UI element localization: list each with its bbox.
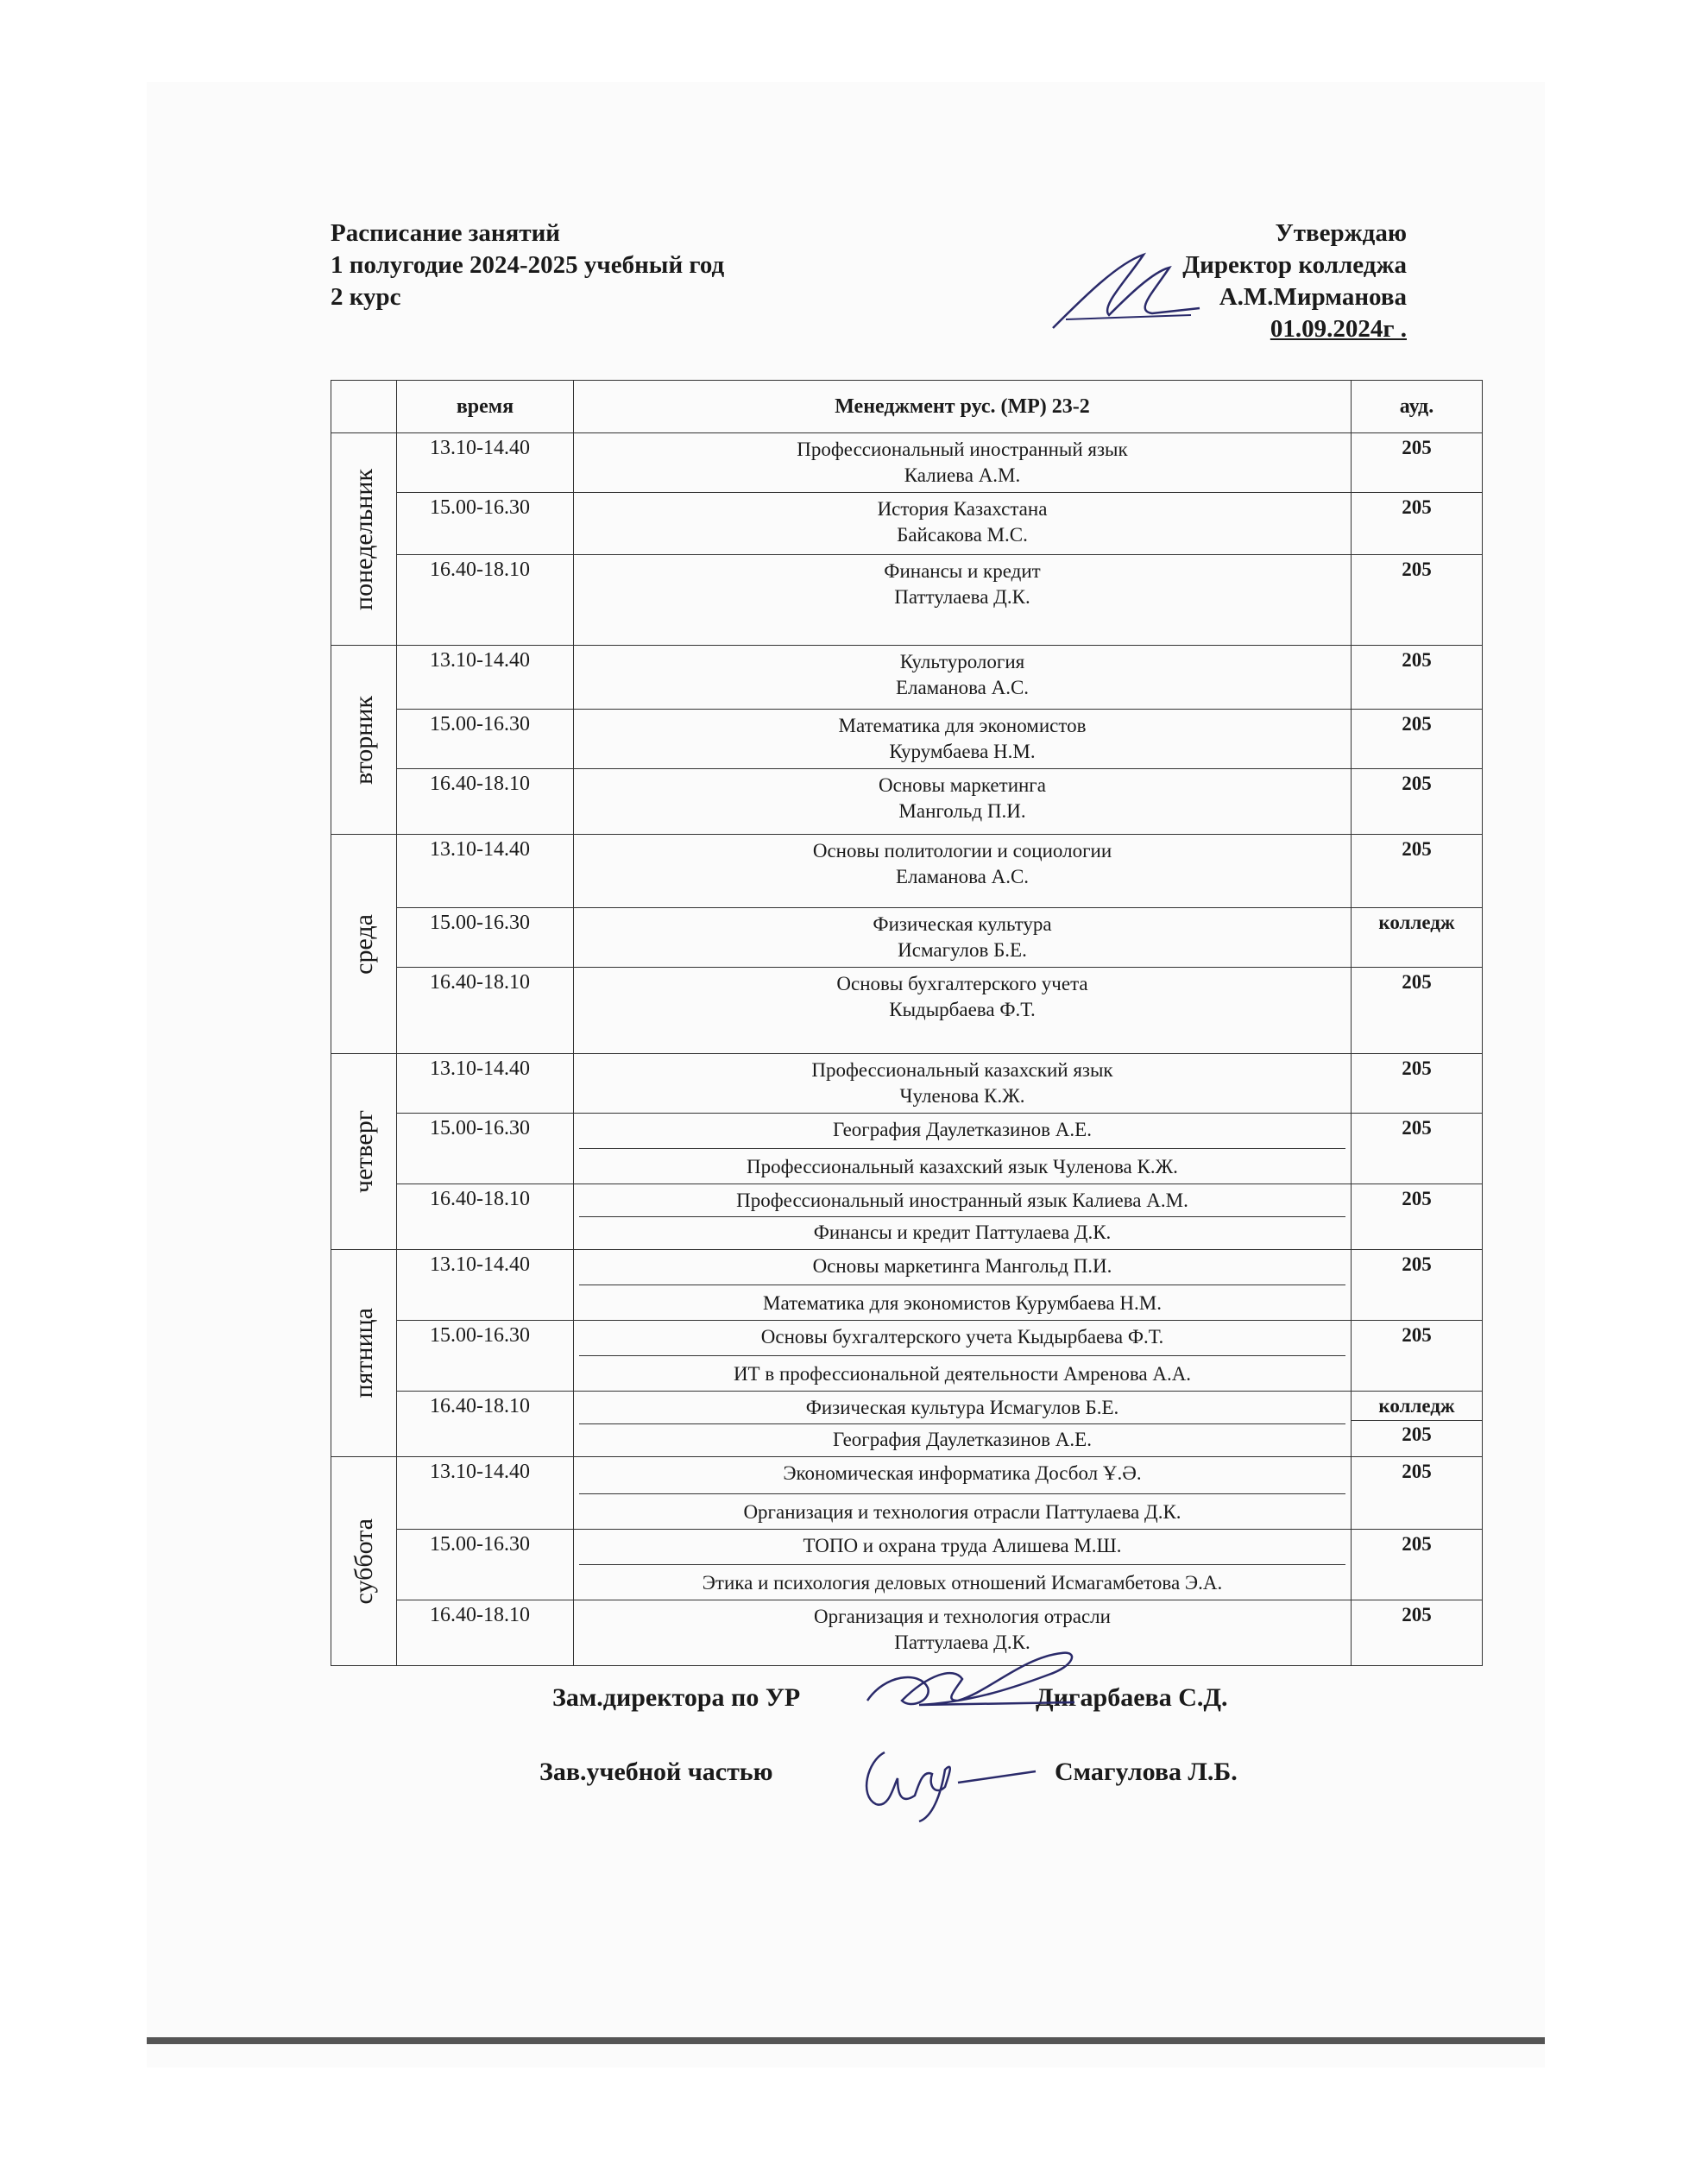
title-line: 1 полугодие 2024-2025 учебный год	[331, 251, 725, 279]
subject-line: Основы маркетинга Мангольд П.И.	[579, 1253, 1345, 1285]
table-row	[331, 1054, 1483, 1114]
subject-line: ТОПО и охрана труда Алишева М.Ш.	[579, 1533, 1345, 1565]
subject-line: Организация и технология отрасли	[814, 1606, 1111, 1627]
day-label: четверг	[349, 1109, 378, 1194]
teacher-line: Чуленова К.Ж.	[899, 1085, 1025, 1107]
head-signature	[850, 1735, 1049, 1830]
table-row	[331, 433, 1483, 493]
subject-line: Математика для экономистов Курумбаева Н.М.	[763, 1292, 1162, 1314]
deputy-title: Зам.директора по УР	[552, 1683, 801, 1712]
subject-line: Профессиональный иностранный язык Калиева А.М.	[579, 1188, 1345, 1217]
subject-line: Организация и технология отрасли Паттулаева Д.К.	[743, 1501, 1181, 1523]
subject-cell	[574, 968, 1352, 1054]
subject-cell	[574, 835, 1352, 908]
approve-label: Утверждаю	[1275, 219, 1407, 247]
subject-line: Культурология	[899, 651, 1025, 672]
teacher-line: Исмагулов Б.Е.	[898, 939, 1027, 961]
subject-line: Математика для экономистов	[838, 715, 1087, 736]
subject-line: История Казахстана	[877, 498, 1048, 520]
subject-cell	[574, 1392, 1352, 1457]
director-title: Директор колледжа	[1182, 251, 1407, 279]
subject-line: Экономическая информатика Досбол Ұ.Ә.	[579, 1461, 1345, 1494]
day-cell	[331, 646, 397, 835]
day-label: суббота	[349, 1518, 378, 1605]
aud-cell: 205	[1352, 1321, 1483, 1392]
day-cell	[331, 1250, 397, 1457]
time-cell: 15.00-16.30	[397, 1114, 574, 1184]
title-line: Расписание занятий	[331, 219, 560, 247]
teacher-line: Калиева А.М.	[904, 464, 1021, 486]
table-row	[331, 1114, 1483, 1184]
day-cell	[331, 835, 397, 1054]
subject-cell	[574, 1114, 1352, 1184]
aud-cell: 205	[1352, 646, 1483, 710]
aud-cell: 205	[1352, 1114, 1483, 1184]
subject-line: Физическая культура	[873, 913, 1052, 935]
aud-line: колледж	[1352, 1395, 1482, 1421]
teacher-line: Паттулаева Д.К.	[894, 1632, 1030, 1653]
time-cell: 16.40-18.10	[397, 555, 574, 646]
teacher-line: Еламанова А.С.	[895, 677, 1030, 698]
subject-cell	[574, 769, 1352, 835]
time-cell: 15.00-16.30	[397, 908, 574, 968]
subject-cell	[574, 1321, 1352, 1392]
header-aud: ауд.	[1352, 381, 1483, 433]
aud-cell: 205	[1352, 555, 1483, 646]
teacher-line: Мангольд П.И.	[898, 800, 1026, 822]
aud-line: 205	[1402, 1423, 1432, 1445]
table-row	[331, 1392, 1483, 1457]
table-row	[331, 555, 1483, 646]
time-cell: 16.40-18.10	[397, 1392, 574, 1457]
head-title: Зав.учебной частью	[539, 1758, 773, 1786]
subject-cell	[574, 555, 1352, 646]
aud-cell: 205	[1352, 1457, 1483, 1530]
subject-line: ИТ в профессиональной деятельности Амренова А.А.	[733, 1363, 1192, 1385]
day-label: вторник	[349, 695, 378, 785]
subject-line: Физическая культура Исмагулов Б.Е.	[579, 1395, 1345, 1424]
subject-line: Профессиональный казахский язык	[811, 1059, 1113, 1081]
time-cell: 16.40-18.10	[397, 1184, 574, 1250]
time-cell: 13.10-14.40	[397, 1250, 574, 1321]
subject-line: Основы политологии и социологии	[812, 840, 1112, 862]
time-cell: 13.10-14.40	[397, 1054, 574, 1114]
time-cell: 15.00-16.30	[397, 710, 574, 769]
subject-line: Этика и психология деловых отношений Исмагамбетова Э.А.	[702, 1572, 1223, 1594]
aud-cell: 205	[1352, 1530, 1483, 1600]
day-cell	[331, 1457, 397, 1666]
day-label: пятница	[349, 1308, 378, 1398]
subject-line: Финансы и кредит	[884, 560, 1041, 582]
aud-cell: 205	[1352, 493, 1483, 555]
aud-cell: 205	[1352, 968, 1483, 1054]
day-cell	[331, 1054, 397, 1250]
day-cell	[331, 433, 397, 646]
time-cell: 16.40-18.10	[397, 769, 574, 835]
subject-cell	[574, 433, 1352, 493]
scan-edge-bar	[147, 2037, 1545, 2044]
table-row	[331, 1250, 1483, 1321]
table-row	[331, 1321, 1483, 1392]
teacher-line: Кыдырбаева Ф.Т.	[889, 999, 1036, 1020]
table-row	[331, 710, 1483, 769]
head-name: Смагулова Л.Б.	[1055, 1758, 1238, 1786]
title-line: 2 курс	[331, 283, 401, 311]
time-cell: 16.40-18.10	[397, 1600, 574, 1666]
table-header-row	[331, 381, 1483, 433]
subject-line: Основы маркетинга	[879, 774, 1046, 796]
approval-date: 01.09.2024г .	[1270, 315, 1407, 343]
aud-cell: 205	[1352, 1184, 1483, 1250]
subject-cell	[574, 908, 1352, 968]
subject-line: Основы бухгалтерского учета	[836, 973, 1088, 994]
teacher-line: Курумбаева Н.М.	[889, 741, 1036, 762]
director-name: А.М.Мирманова	[1219, 283, 1407, 311]
day-label: среда	[349, 913, 378, 975]
subject-cell	[574, 1457, 1352, 1530]
director-signature	[1049, 246, 1204, 341]
schedule-table	[331, 380, 1483, 1666]
table-row	[331, 908, 1483, 968]
header-group: Менеджмент рус. (МР) 23-2	[574, 381, 1352, 433]
table-row	[331, 646, 1483, 710]
deputy-name: Дигарбаева С.Д.	[1036, 1683, 1228, 1712]
subject-line: География Даулетказинов А.Е.	[579, 1117, 1345, 1149]
subject-line: География Даулетказинов А.Е.	[833, 1429, 1092, 1450]
deputy-signature	[859, 1640, 1083, 1726]
time-cell: 16.40-18.10	[397, 968, 574, 1054]
teacher-line: Паттулаева Д.К.	[894, 586, 1030, 608]
aud-cell: 205	[1352, 769, 1483, 835]
document-title	[331, 218, 724, 313]
day-label: понедельник	[349, 468, 378, 610]
subject-line: Профессиональный казахский язык Чуленова К.Ж.	[747, 1156, 1178, 1177]
header-time: время	[397, 381, 574, 433]
time-cell: 13.10-14.40	[397, 835, 574, 908]
subject-cell	[574, 1184, 1352, 1250]
table-row	[331, 1184, 1483, 1250]
aud-cell: 205	[1352, 710, 1483, 769]
aud-cell: 205	[1352, 835, 1483, 908]
time-cell: 15.00-16.30	[397, 493, 574, 555]
subject-cell	[574, 1250, 1352, 1321]
aud-cell: 205	[1352, 1054, 1483, 1114]
aud-cell: 205	[1352, 1250, 1483, 1321]
time-cell: 13.10-14.40	[397, 1457, 574, 1530]
subject-line: Профессиональный иностранный язык	[797, 439, 1128, 460]
aud-cell: 205	[1352, 433, 1483, 493]
teacher-line: Еламанова А.С.	[895, 866, 1030, 887]
subject-line: Основы бухгалтерского учета Кыдырбаева Ф.Т.	[579, 1324, 1345, 1356]
table-row	[331, 493, 1483, 555]
aud-cell: колледж	[1352, 908, 1483, 968]
subject-cell	[574, 710, 1352, 769]
table-row	[331, 1457, 1483, 1530]
time-cell: 13.10-14.40	[397, 646, 574, 710]
subject-cell	[574, 1054, 1352, 1114]
teacher-line: Байсакова М.С.	[897, 524, 1028, 546]
time-cell: 15.00-16.30	[397, 1530, 574, 1600]
time-cell: 13.10-14.40	[397, 433, 574, 493]
aud-cell	[1352, 1392, 1483, 1457]
subject-cell	[574, 646, 1352, 710]
header-day	[331, 381, 397, 433]
table-row	[331, 1530, 1483, 1600]
table-row	[331, 835, 1483, 908]
table-row	[331, 968, 1483, 1054]
time-cell: 15.00-16.30	[397, 1321, 574, 1392]
aud-cell: 205	[1352, 1600, 1483, 1666]
subject-cell	[574, 493, 1352, 555]
subject-line: Финансы и кредит Паттулаева Д.К.	[813, 1221, 1112, 1243]
subject-cell	[574, 1530, 1352, 1600]
table-row	[331, 769, 1483, 835]
